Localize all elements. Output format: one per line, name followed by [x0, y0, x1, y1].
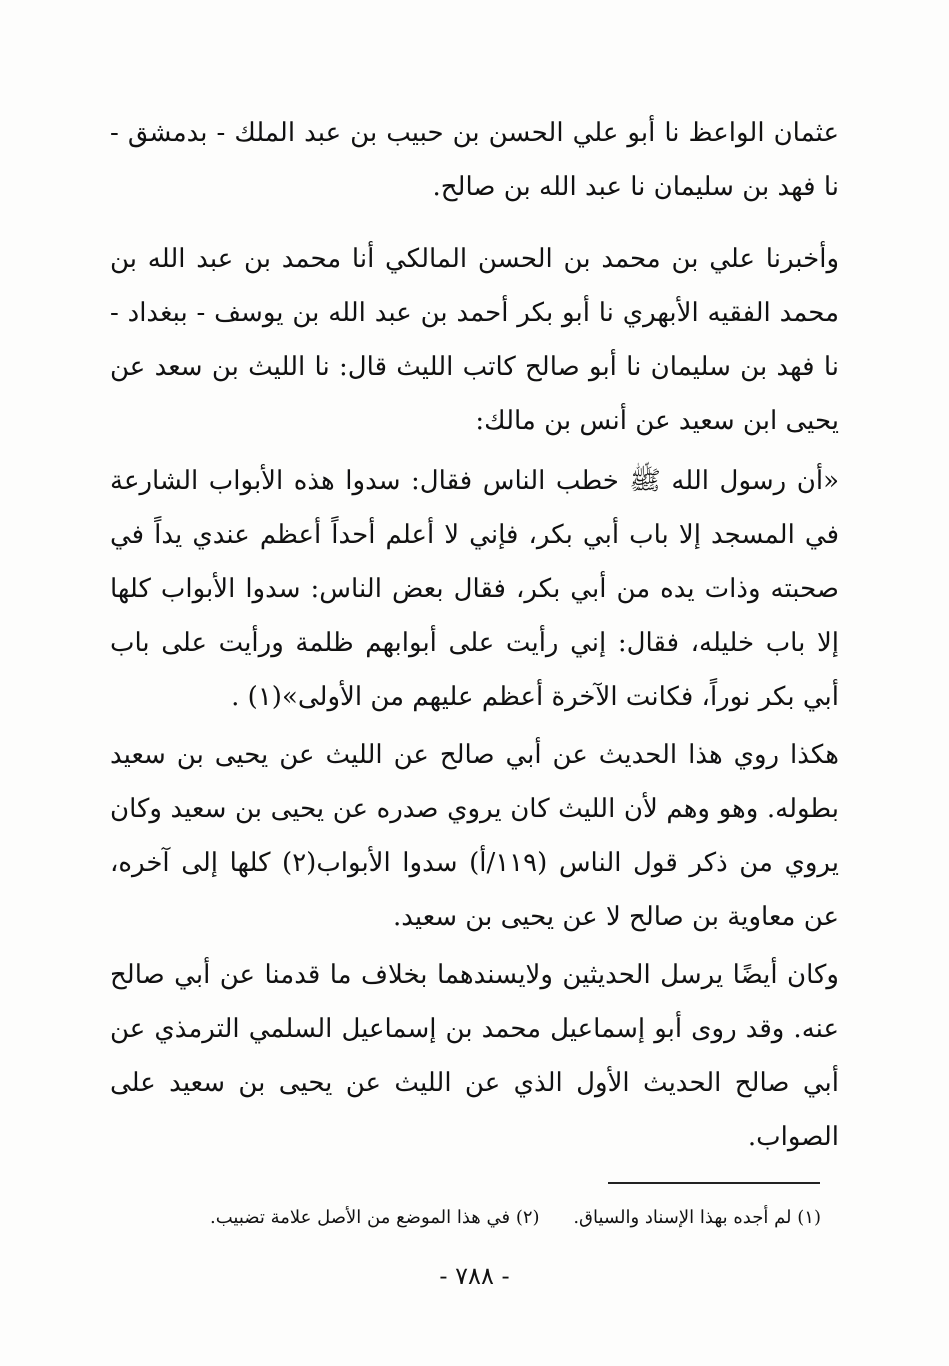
paragraph-text: عثمان الواعظ نا أبو علي الحسن بن حبيب بن عبد الملك - بدمشق - نا فهد بن سليمان نا عبد الله بن صالح.: [110, 118, 839, 202]
footnote-1: (١) لم أجده بهذا الإسناد والسياق.: [573, 1207, 821, 1228]
paragraph-5: [110, 948, 839, 1164]
paragraph-2: [110, 232, 839, 448]
paragraph-4: [110, 728, 839, 944]
paragraph-text: هكذا روي هذا الحديث عن أبي صالح عن الليث عن يحيى بن سعيد بطوله. وهو وهم لأن الليث كان يروي صدره عن يحيى بن سعيد وكان يروي من ذكر قول الناس (١١٩/أ) سدوا الأبواب(٢) كلها إلى آخره، عن معاوية بن صالح لا عن يحيى بن سعيد.: [110, 740, 839, 932]
paragraph-3-hadith: [110, 454, 839, 724]
paragraph-text: «أن رسول الله ﷺ خطب الناس فقال: سدوا هذه الأبواب الشارعة في المسجد إلا باب أبي بكر، فإني لا أعلم أحداً أعظم عندي يداً في صحبته وذات يده من أبي بكر، فقال بعض الناس: سدوا الأبواب كلها إلا باب خليله، فقال: إني رأيت على أبوابهم ظلمة ورأيت على باب أبي بكر نوراً، فكانت الآخرة أعظم عليهم من الأولى»(١) .: [110, 466, 839, 712]
paragraph-1: [110, 106, 839, 214]
footnote-divider: [608, 1182, 820, 1184]
page-number: - ٧٨٨ -: [439, 1262, 510, 1290]
paragraph-text: وكان أيضًا يرسل الحديثين ولايسندهما بخلاف ما قدمنا عن أبي صالح عنه. وقد روى أبو إسماعيل محمد بن إسماعيل السلمي الترمذي عن أبي صالح الحديث الأول الذي عن الليث عن يحيى بن سعيد على الصواب.: [110, 960, 839, 1152]
footnotes: [210, 1202, 821, 1234]
footnote-2: (٢) في هذا الموضع من الأصل علامة تضبيب.: [210, 1207, 540, 1228]
paragraph-text: وأخبرنا علي بن محمد بن الحسن المالكي أنا محمد بن عبد الله بن محمد الفقيه الأبهري نا أبو بكر أحمد بن عبد الله بن يوسف - ببغداد - نا فهد بن سليمان نا أبو صالح كاتب الليث قال: نا الليث بن سعد عن يحيى ابن سعيد عن أنس بن مالك:: [110, 244, 839, 436]
